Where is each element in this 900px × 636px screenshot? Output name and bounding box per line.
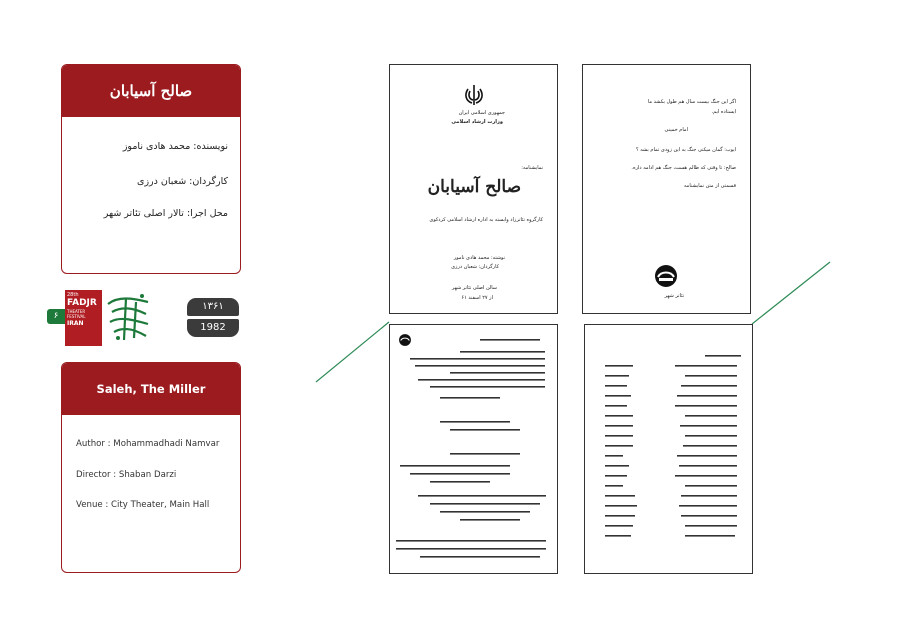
staff-text-lines	[390, 325, 557, 573]
english-title: Saleh, The Miller	[62, 363, 240, 415]
quote-attribution: امام خمینی	[664, 127, 688, 133]
quote-line-1: اگر این جنگ بیست سال هم طول بکشد ما	[647, 99, 736, 105]
play-label: نمایشنامه:	[521, 165, 543, 171]
persian-title: صالح آسیابان	[62, 65, 240, 117]
emblem-caption: جمهوری اسلامی ایران	[458, 110, 505, 116]
year-gregorian-badge: 1982	[187, 319, 239, 337]
persian-venue: محل اجرا: تالار اصلی تئاتر شهر	[103, 208, 228, 219]
dialogue-line-2: صالح: تا وقتی که ظالم هست، جنگ هم ادامه داره.	[631, 165, 736, 171]
festival-subtitle: THEATER FESTIVAL	[67, 309, 86, 319]
festival-calligraphy-icon	[104, 292, 152, 344]
persian-director: کارگردان: شعبان درزی	[137, 176, 228, 187]
persian-info-card	[61, 64, 241, 274]
cast-text-lines	[585, 325, 752, 573]
theater-logo-text: تئاتر شهر	[664, 293, 684, 299]
festival-red-box	[65, 290, 102, 346]
cover-group: کارگروه تئاترزاد وابسته به اداره ارشاد اسلامی کردکوی	[429, 217, 543, 223]
cover-date: از ۲۷ اسفند ۶۱	[461, 295, 493, 301]
festival-number-badge: ۶	[47, 309, 65, 324]
english-author: Author : Mohammadhadi Namvar	[76, 439, 220, 449]
english-director: Director : Shaban Darzi	[76, 470, 177, 480]
iran-emblem-icon	[462, 83, 486, 107]
cover-writer: نوشته: محمد هادی نامور	[453, 255, 505, 261]
english-venue: Venue : City Theater, Main Hall	[76, 500, 210, 510]
cover-venue: سالن اصلی تئاتر شهر	[451, 285, 497, 291]
quote-line-2: ایستاده ایم.	[711, 109, 736, 115]
fadjr-festival-logo	[47, 290, 153, 346]
festival-name: FADJR	[67, 298, 97, 308]
program-cover-page	[389, 64, 558, 314]
quote-source: قسمتی از متن نمایشنامه	[683, 183, 736, 189]
cover-play-title: صالح آسیابان	[427, 177, 521, 197]
english-info-card	[61, 362, 241, 573]
persian-writer: نویسنده: محمد هادی ناموز	[122, 141, 228, 152]
program-staff-page	[389, 324, 558, 574]
ministry-name: وزارت ارشاد اسلامی	[451, 119, 503, 125]
dialogue-line-1: ایوب: گمان میکنی جنگ به این زودی تمام بشه ؟	[636, 147, 736, 153]
cover-director: کارگردان: شعبان درزی	[451, 264, 499, 270]
program-cast-page	[584, 324, 753, 574]
festival-country: IRAN	[67, 320, 84, 327]
year-persian-badge: ۱۳۶۱	[187, 298, 239, 316]
festival-edition: 28th	[67, 292, 79, 298]
program-quote-page	[582, 64, 751, 314]
city-theater-logo-icon	[653, 263, 679, 289]
